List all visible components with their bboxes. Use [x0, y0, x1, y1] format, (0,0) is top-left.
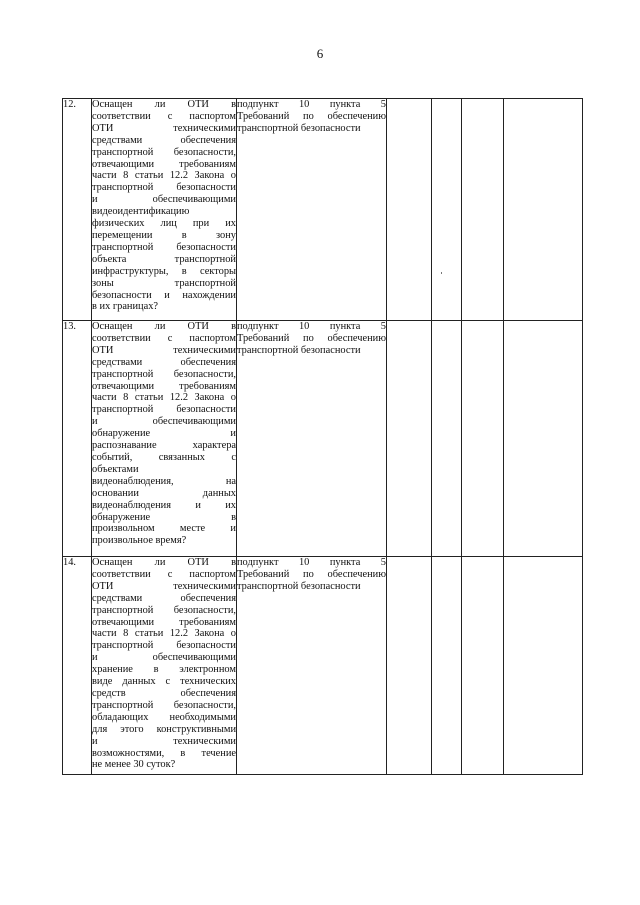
question-line: и обеспечивающими: [92, 194, 236, 206]
question-line: виде данных с технических: [92, 676, 236, 688]
checklist-table: [62, 98, 583, 775]
question-line: ОТИ техническими: [92, 344, 236, 356]
question-line: и техническими: [92, 735, 236, 747]
question-line: безопасности и нахождении: [92, 289, 236, 301]
answer-na-cell: [462, 99, 504, 321]
question-line: возможностями, в течение: [92, 747, 236, 759]
row-number: 13.: [63, 321, 92, 557]
question-line: видеоидентификацию: [92, 206, 190, 218]
question-line: перемещении в зону: [92, 229, 236, 241]
question-line: видеонаблюдения и их: [92, 499, 236, 511]
table-row: [63, 557, 583, 775]
question-line: соответствии с паспортом: [92, 568, 236, 580]
answer-no-cell: [432, 321, 462, 557]
question-line: для этого конструктивными: [92, 723, 236, 735]
question-line: произвольном месте и: [92, 523, 236, 535]
question-line: отвечающими требованиям: [92, 158, 236, 170]
question-line: транспортной безопасности,: [92, 699, 236, 711]
question-line: средствами обеспечения: [92, 134, 236, 146]
answer-no-cell: [432, 99, 462, 321]
question-line: транспортной безопасности,: [92, 146, 236, 158]
question-line: объектами: [92, 463, 139, 475]
question-line: инфраструктуры, в секторы: [92, 265, 236, 277]
notes-cell: [504, 321, 583, 557]
reference-cell: подпункт 10 пункта 5 Требований по обеспечению транспортной безопасности: [237, 321, 387, 557]
table-row: [63, 321, 583, 557]
answer-na-cell: [462, 321, 504, 557]
notes-cell: [504, 99, 583, 321]
question-line: ОТИ техническими: [92, 122, 236, 134]
question-cell: [92, 557, 237, 775]
question-line: объекта транспортной: [92, 253, 236, 265]
question-line: Оснащен ли ОТИ в: [92, 557, 236, 568]
question-line: видеонаблюдения, на: [92, 475, 236, 487]
row-number: 12.: [63, 99, 92, 321]
question-line: части 8 статьи 12.2 Закона о: [92, 628, 236, 640]
question-cell: [92, 99, 237, 321]
question-line: распознавание характера: [92, 440, 236, 452]
question-text: [92, 321, 236, 547]
question-line: ОТИ техническими: [92, 580, 236, 592]
question-line: транспортной безопасности: [92, 404, 236, 416]
question-line: транспортной безопасности: [92, 241, 236, 253]
question-line: отвечающими требованиям: [92, 616, 236, 628]
question-line: транспортной безопасности,: [92, 368, 236, 380]
question-line: обнаружение в: [92, 511, 236, 523]
question-line: основании данных: [92, 487, 236, 499]
answer-na-cell: [462, 557, 504, 775]
question-line: части 8 статьи 12.2 Закона о: [92, 170, 236, 182]
question-line: отвечающими требованиям: [92, 380, 236, 392]
answer-no-cell: [432, 557, 462, 775]
row-number: 14.: [63, 557, 92, 775]
question-line: и обеспечивающими: [92, 652, 236, 664]
reference-cell: подпункт 10 пункта 5 Требований по обеспечению транспортной безопасности: [237, 557, 387, 775]
question-cell: [92, 321, 237, 557]
question-line: части 8 статьи 12.2 Закона о: [92, 392, 236, 404]
question-line: средствами обеспечения: [92, 356, 236, 368]
scan-artifact: [441, 272, 442, 274]
question-line: транспортной безопасности,: [92, 604, 236, 616]
question-line: Оснащен ли ОТИ в: [92, 99, 236, 110]
question-line: обладающих необходимыми: [92, 711, 236, 723]
page-number: 6: [316, 46, 324, 61]
answer-yes-cell: [387, 557, 432, 775]
table-row: [63, 99, 583, 321]
question-line: произвольное время?: [92, 535, 187, 547]
notes-cell: [504, 557, 583, 775]
question-line: соответствии с паспортом: [92, 332, 236, 344]
question-line: средствами обеспечения: [92, 592, 236, 604]
reference-cell: подпункт 10 пункта 5 Требований по обеспечению транспортной безопасности: [237, 99, 387, 321]
question-text: [92, 99, 236, 313]
question-text: [92, 557, 236, 771]
question-line: и обеспечивающими: [92, 416, 236, 428]
question-line: транспортной безопасности: [92, 182, 236, 194]
answer-yes-cell: [387, 99, 432, 321]
question-line: средств обеспечения: [92, 687, 236, 699]
question-line: не менее 30 суток?: [92, 759, 176, 771]
question-line: в их границах?: [92, 301, 159, 313]
question-line: Оснащен ли ОТИ в: [92, 321, 236, 332]
question-line: зоны транспортной: [92, 277, 236, 289]
question-line: хранение в электронном: [92, 664, 236, 676]
question-line: событий, связанных с: [92, 451, 236, 463]
question-line: физических лиц при их: [92, 218, 236, 230]
question-line: обнаружение и: [92, 428, 236, 440]
answer-yes-cell: [387, 321, 432, 557]
question-line: транспортной безопасности: [92, 640, 236, 652]
question-line: соответствии с паспортом: [92, 110, 236, 122]
